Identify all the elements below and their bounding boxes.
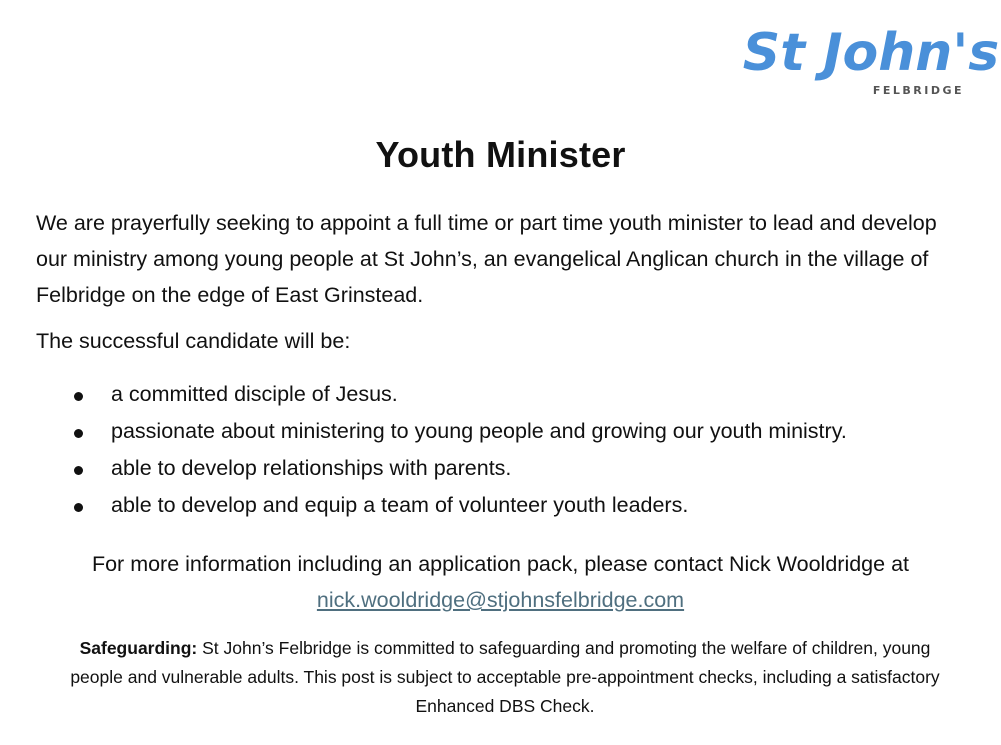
bullet-icon xyxy=(74,429,83,438)
bullet-icon xyxy=(74,466,83,475)
contact-section xyxy=(0,546,1001,618)
list-item-text: able to develop and equip a team of volunteer youth leaders. xyxy=(111,493,689,517)
candidate-lead: The successful candidate will be: xyxy=(36,329,351,353)
list-item xyxy=(0,493,1001,530)
list-item xyxy=(0,382,1001,419)
bullet-icon xyxy=(74,503,83,512)
safeguarding-statement xyxy=(60,634,950,721)
intro-paragraph: We are prayerfully seeking to appoint a full time or part time youth minister to lead and develop our ministry among young people at St John’s, an evangelical Anglican church in the village of Felbridge on the edge of East Grinstead. xyxy=(36,211,937,307)
safeguarding-text: St John’s Felbridge is committed to safeguarding and promoting the welfare of children, young people and vulnerable adults. This post is subject to acceptable pre-appointment checks, including a satisfactory Enhanced DBS Check. xyxy=(70,638,940,716)
bullet-icon xyxy=(74,392,83,401)
list-item xyxy=(0,419,1001,456)
safeguarding-label: Safeguarding: xyxy=(79,638,198,658)
list-item-text: able to develop relationships with parents. xyxy=(111,456,512,480)
contact-text: For more information including an application pack, please contact Nick Wooldridge at xyxy=(91,552,910,576)
contact-email-link[interactable]: nick.wooldridge@stjohnsfelbridge.com xyxy=(316,588,685,612)
logo-wordmark: St John's xyxy=(742,23,1000,83)
church-logo xyxy=(742,14,1000,100)
list-item xyxy=(0,456,1001,493)
logo-subtext: FELBRIDGE xyxy=(872,84,964,97)
requirements-list xyxy=(0,382,1001,530)
list-item-text: passionate about ministering to young people and growing our youth ministry. xyxy=(111,419,847,443)
list-item-text: a committed disciple of Jesus. xyxy=(111,382,398,406)
page-title: Youth Minister xyxy=(375,134,626,175)
st-johns-logo-icon xyxy=(742,14,1000,100)
